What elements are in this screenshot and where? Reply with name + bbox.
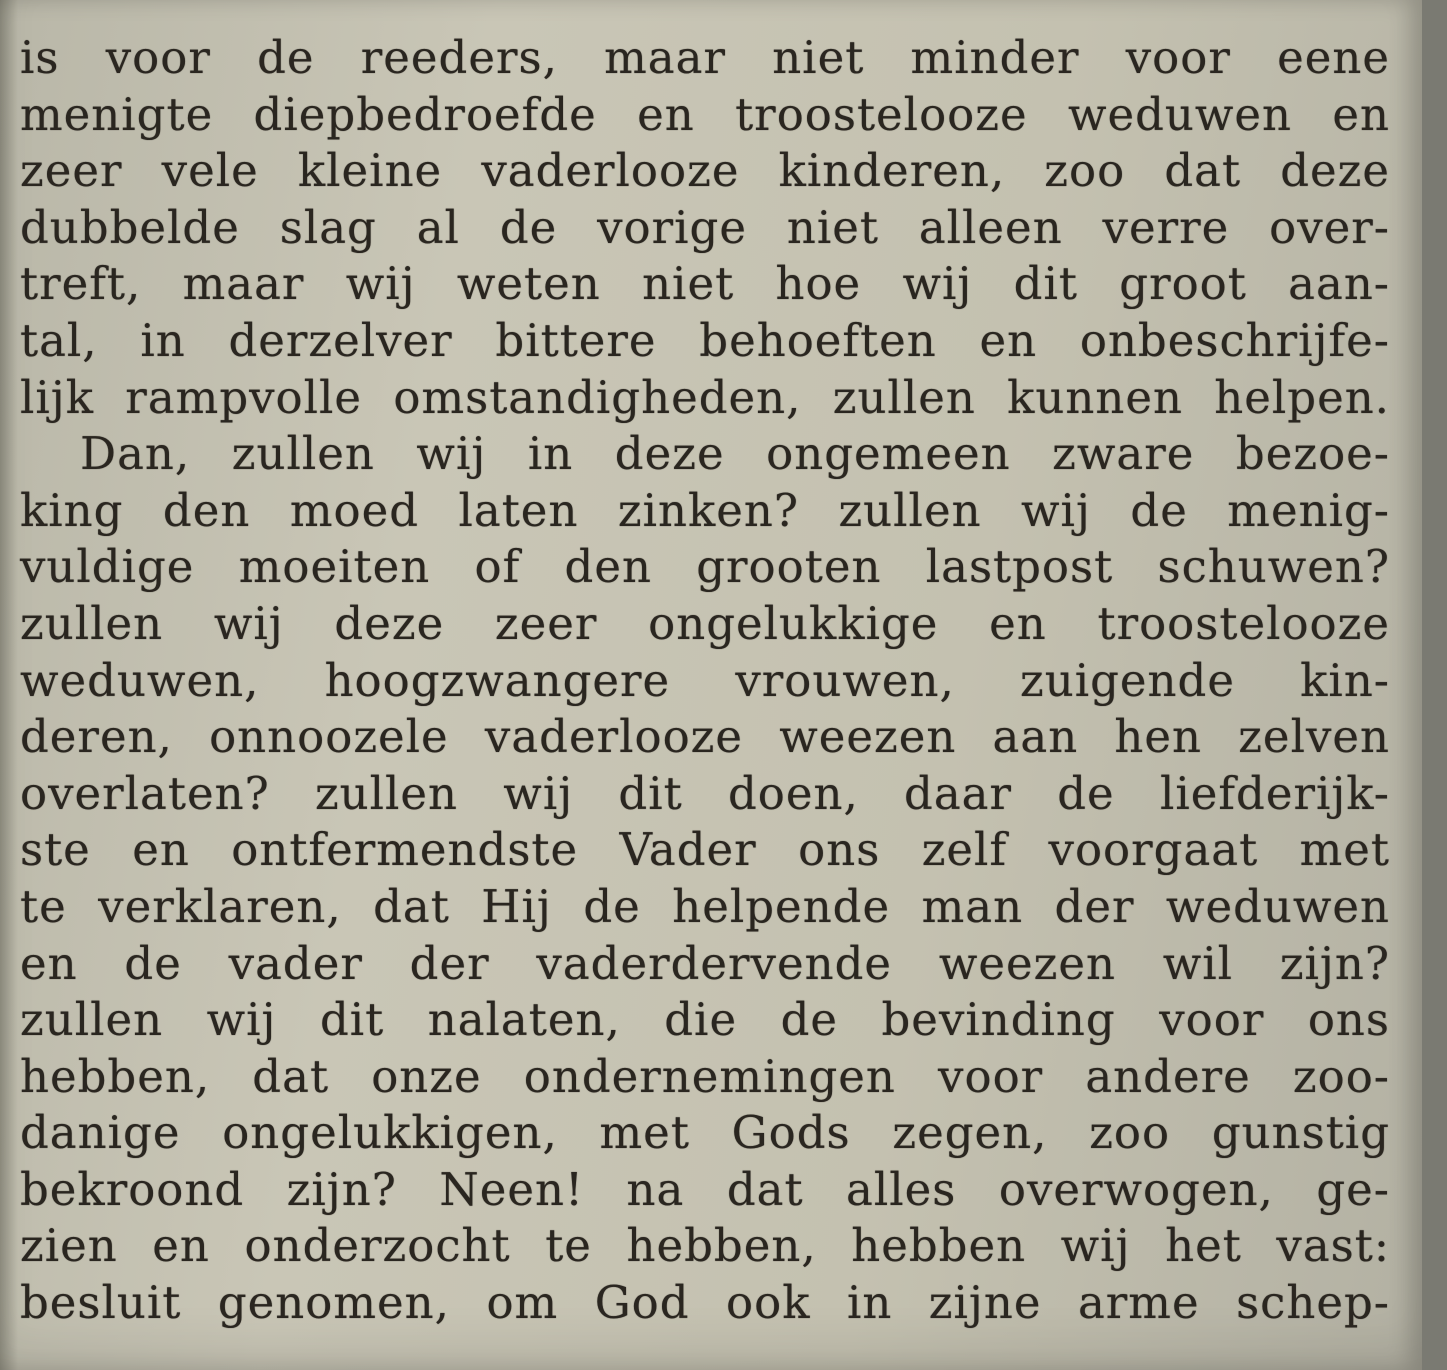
text-line: zullen wij dit nalaten, die de bevinding voor ons	[20, 993, 1390, 1047]
text-line: zullen wij deze zeer ongelukkige en troostelooze	[20, 596, 1390, 650]
text-line: zien en onderzocht te hebben, hebben wij het vast:	[20, 1219, 1390, 1273]
text-line: te verklaren, dat Hij de helpende man der weduwen	[20, 879, 1390, 933]
text-line: ste en ontfermendste Vader ons zelf voorgaat met	[20, 823, 1390, 877]
paragraph-start-line: Dan, zullen wij in deze ongemeen zware bezoe-	[80, 427, 1390, 481]
page-edge-shadow	[0, 0, 18, 1370]
text-line: weduwen, hoogzwangere vrouwen, zuigende kin-	[20, 653, 1390, 707]
text-line: vuldige moeiten of den grooten lastpost schuwen?	[20, 540, 1390, 594]
text-line: king den moed laten zinken? zullen wij de menig-	[20, 483, 1390, 537]
text-line: treft, maar wij weten niet hoe wij dit groot aan-	[20, 257, 1390, 311]
body-text	[20, 30, 1390, 1332]
text-line: zeer vele kleine vaderlooze kinderen, zoo dat deze	[20, 144, 1390, 198]
text-line: is voor de reeders, maar niet minder voor eene	[20, 31, 1390, 84]
text-line: tal, in derzelver bittere behoeften en onbeschrijfe-	[20, 313, 1390, 367]
text-line: danige ongelukkigen, met Gods zegen, zoo gunstig	[20, 1106, 1390, 1160]
text-line: en de vader der vaderdervende weezen wil zijn?	[20, 936, 1390, 990]
text-line: besluit genomen, om God ook in zijne arme schep-	[20, 1276, 1390, 1330]
text-line: bekroond zijn? Neen! na dat alles overwogen, ge-	[20, 1162, 1390, 1216]
text-line: menigte diepbedroefde en troostelooze weduwen en	[20, 87, 1390, 141]
text-line: deren, onnoozele vaderlooze weezen aan hen zelven	[20, 710, 1390, 764]
text-line: overlaten? zullen wij dit doen, daar de liefderijk-	[20, 766, 1390, 820]
text-line: hebben, dat onze ondernemingen voor andere zoo-	[20, 1049, 1390, 1103]
text-line: lijk rampvolle omstandigheden, zullen kunnen helpen.	[20, 370, 1390, 424]
text-line: dubbelde slag al de vorige niet alleen verre over-	[20, 200, 1390, 254]
